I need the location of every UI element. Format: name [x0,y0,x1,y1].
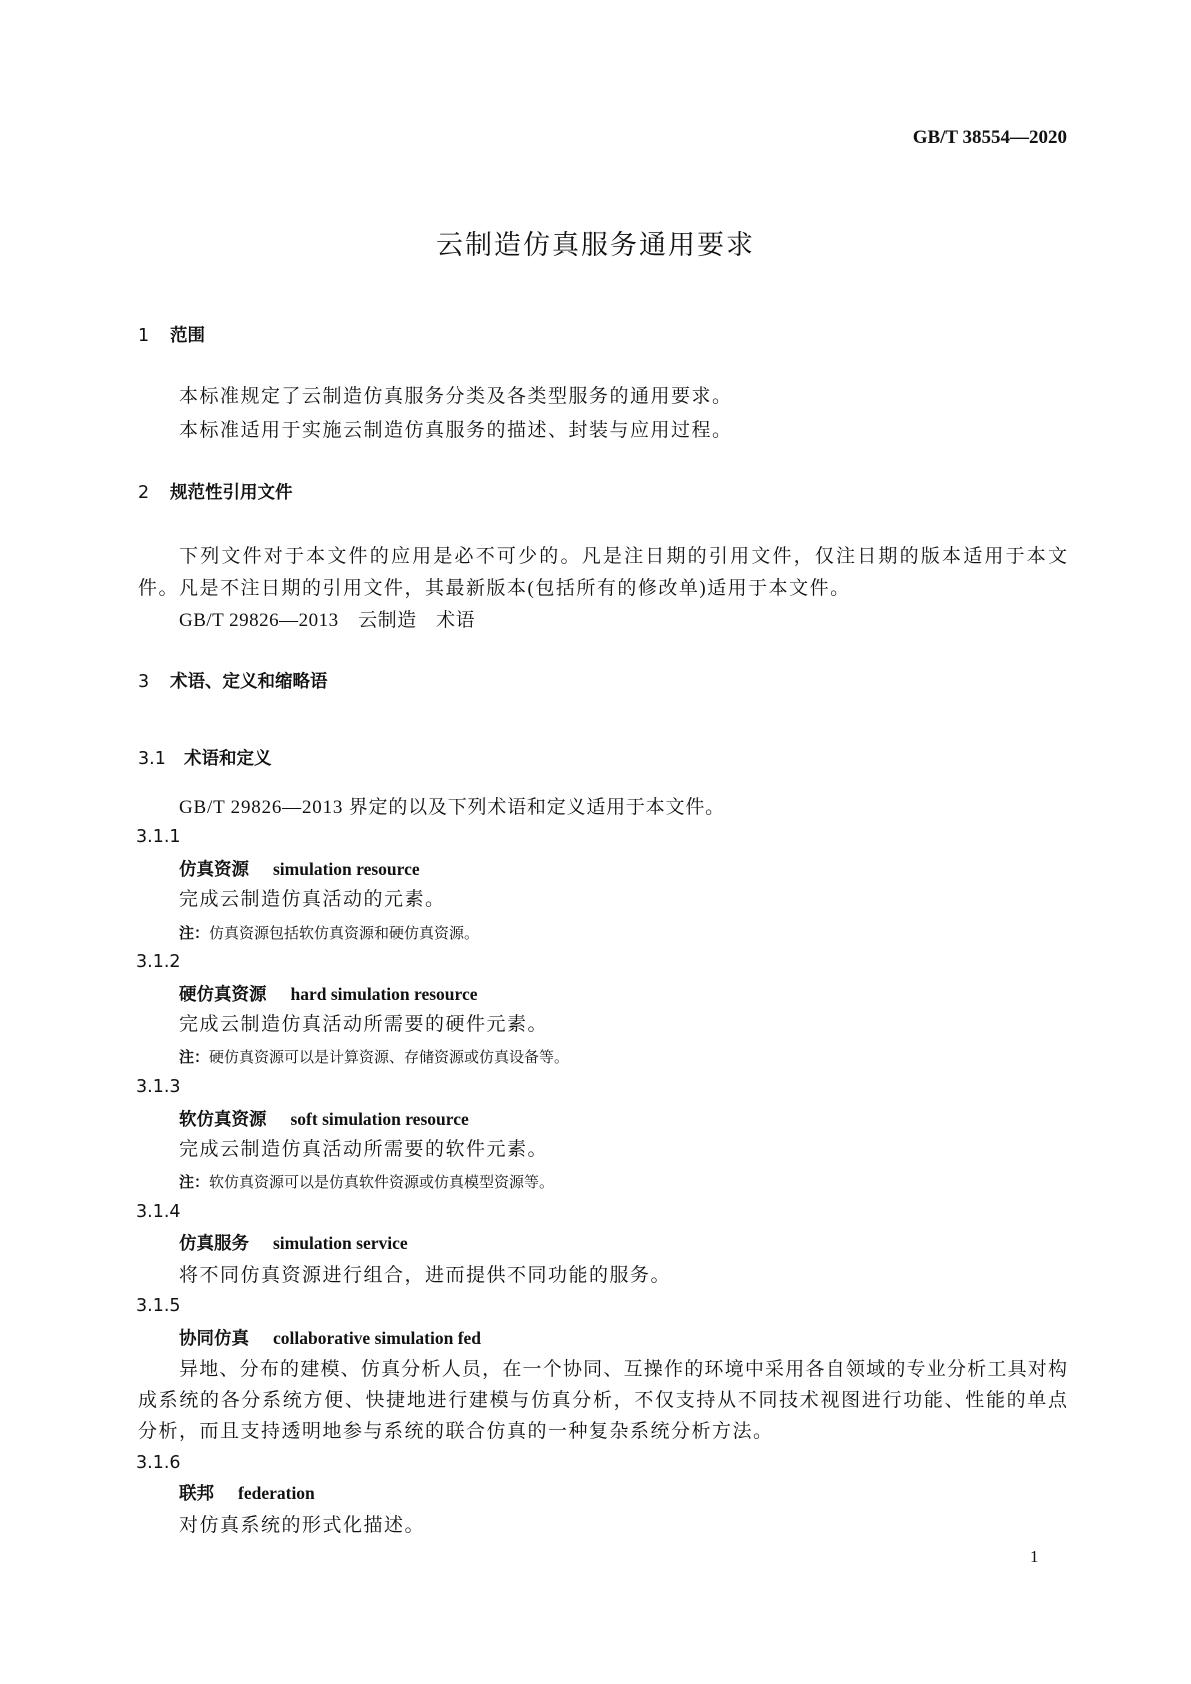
term-note [179,926,479,942]
page-number: 1 [1030,1547,1039,1566]
paragraph: 件。凡是不注日期的引用文件，其最新版本(包括所有的修改单)适用于本文件。 [138,578,851,599]
term-title [179,1485,315,1504]
term-definition: 完成云制造仿真活动所需要的硬件元素。 [179,1014,549,1035]
paragraph: GB/T 29826—2013 界定的以及下列术语和定义适用于本文件。 [179,797,725,818]
term-zh: 仿真资源 [179,860,249,880]
term-en: collaborative simulation fed [273,1328,482,1348]
note-label: 注： [179,1173,210,1191]
section-number: 3 [138,672,150,692]
term-zh: 硬仿真资源 [179,985,267,1005]
term-number: 3.1.2 [136,952,181,972]
term-zh: 软仿真资源 [179,1110,267,1130]
section-3-heading [138,674,328,692]
note-text: 仿真资源包括软仿真资源和硬仿真资源。 [209,926,480,942]
term-number: 3.1.5 [136,1296,181,1316]
section-title: 范围 [170,326,205,346]
term-zh: 协同仿真 [179,1329,249,1349]
term-definition: 完成云制造仿真活动的元素。 [179,889,446,910]
term-en: soft simulation resource [290,1109,469,1129]
subsection-number: 3.1 [138,749,166,769]
term-definition: 完成云制造仿真活动所需要的软件元素。 [179,1139,549,1160]
section-number: 2 [138,483,150,503]
paragraph: 下列文件对于本文件的应用是必不可少的。凡是注日期的引用文件，仅注日期的版本适用于本文 [179,546,1067,567]
note-text: 软仿真资源可以是仿真软件资源或仿真模型资源等。 [209,1175,555,1191]
subsection-heading [138,751,272,769]
term-definition: 异地、分布的建模、仿真分析人员，在一个协同、互操作的环境中采用各自领域的专业分析工具对构 [179,1359,1067,1380]
term-number: 3.1.1 [136,827,181,847]
term-en: simulation resource [273,859,420,879]
term-definition: 分析，而且支持透明地参与系统的联合仿真的一种复杂系统分析方法。 [138,1421,774,1442]
reference-item: GB/T 29826—2013 云制造 术语 [179,610,476,631]
term-en: federation [238,1483,315,1503]
term-title [179,1111,469,1130]
section-2-heading [138,485,293,503]
term-title [179,986,478,1005]
note-text: 硬仿真资源可以是计算资源、存储资源或仿真设备等。 [209,1050,570,1066]
section-1-heading [138,328,205,346]
term-title [179,1235,408,1254]
term-number: 3.1.4 [136,1202,181,1222]
section-title: 术语、定义和缩略语 [170,672,328,692]
section-number: 1 [138,326,150,346]
term-number: 3.1.3 [136,1077,181,1097]
term-definition: 将不同仿真资源进行组合，进而提供不同功能的服务。 [179,1265,672,1286]
term-definition: 对仿真系统的形式化描述。 [179,1515,426,1536]
term-title [179,861,420,880]
term-zh: 仿真服务 [179,1234,249,1254]
paragraph: 本标准规定了云制造仿真服务分类及各类型服务的通用要求。 [179,386,733,407]
standard-number: GB/T 38554—2020 [912,127,1067,148]
paragraph: 本标准适用于实施云制造仿真服务的描述、封装与应用过程。 [179,420,733,441]
term-en: simulation service [273,1233,408,1253]
section-title: 规范性引用文件 [170,483,293,503]
term-definition: 成系统的各分系统方便、快捷地进行建模与仿真分析，不仅支持从不同技术视图进行功能、性能的单点 [138,1390,1067,1411]
document-title: 云制造仿真服务通用要求 [436,230,755,261]
term-number: 3.1.6 [136,1453,181,1473]
term-zh: 联邦 [179,1484,214,1504]
subsection-title: 术语和定义 [184,749,272,769]
note-label: 注： [179,1048,210,1066]
note-label: 注： [179,924,210,942]
term-note [179,1050,569,1066]
term-note [179,1175,554,1191]
term-en: hard simulation resource [290,984,478,1004]
term-title [179,1330,481,1349]
